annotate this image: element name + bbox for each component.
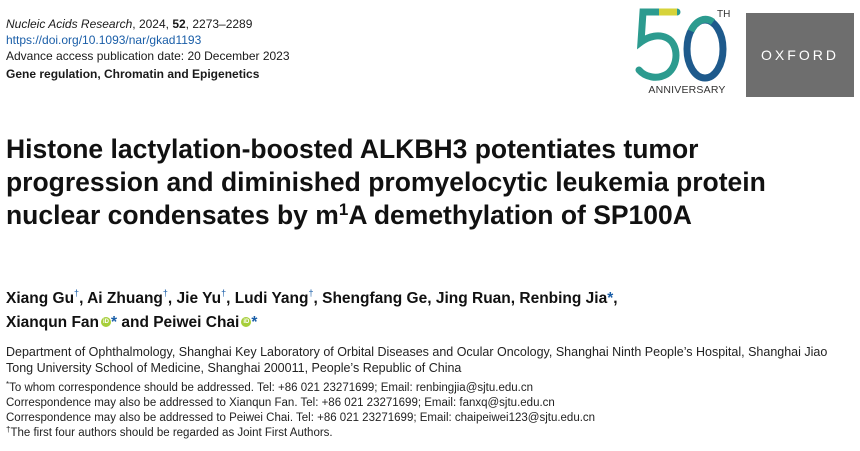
article-header [6,16,290,82]
journal-citation [6,16,290,32]
oxford-logo: OXFORD [746,13,854,97]
author-3[interactable]: Ludi Yang† [234,288,314,307]
author-4[interactable]: Shengfang Ge [322,290,428,307]
footnotes [6,381,854,441]
footnote: Correspondence may also be addressed to Xianqun Fan. Tel: +86 021 23271699; Email: fanxq@sjtu.edu.cn [6,397,555,409]
pages: , 2273–2289 [185,17,253,31]
title-tail: A demethylation of SP100A [348,200,692,230]
author-5[interactable]: Jing Ruan [435,290,511,307]
advance-access: Advance access publication date: 20 December 2023 [6,49,290,63]
volume: 52 [172,17,186,31]
article-title [6,133,851,232]
journal-name: Nucleic Acids Research [6,17,133,31]
corresponding-star: * [607,290,614,307]
orcid-icon[interactable]: iD [103,319,109,325]
orcid-icon[interactable]: iD [243,319,250,325]
title-main: Histone lactylation-boosted ALKBH3 potentiates tumor progression and diminished promyelocytic leukemia protein nuclear condensates by m [6,134,766,230]
footnote: *To whom correspondence should be addressed. Tel: +86 021 23271699; Email: renbingjia@sjtu.edu.cn [6,380,533,394]
logo-th: TH [717,9,731,20]
corresponding-star: * [251,314,258,331]
footnote: †The first four authors should be regarded as Joint First Authors. [6,425,333,439]
author-8[interactable]: Peiwei Chai iD * [153,314,258,331]
title-superscript: 1 [338,200,349,219]
author-1[interactable]: Ai Zhuang† [87,288,168,307]
author-list: Xiang Gu†, Ai Zhuang†, Jie Yu†, Ludi Yang†, Shengfang Ge, Jing Ruan, Renbing Jia*, Xianqun Fan iD * and Peiwei Chai iD * [6,288,618,331]
author-6[interactable]: Renbing Jia* [519,290,614,307]
doi-link[interactable]: https://doi.org/10.1093/nar/gkad1193 [6,33,202,47]
section-heading: Gene regulation, Chromatin and Epigenetics [6,67,260,81]
corresponding-star: * [111,314,118,331]
author-0[interactable]: Xiang Gu† [6,288,80,307]
anniversary-text: ANNIVERSARY [648,84,726,96]
author-2[interactable]: Jie Yu† [176,288,227,307]
author-7[interactable]: Xianqun Fan iD * [6,314,118,331]
footnote: Correspondence may also be addressed to Peiwei Chai. Tel: +86 021 23271699; Email: chaipeiwei123@sjtu.edu.cn [6,412,596,424]
logo-zero-accent [691,19,713,31]
logo-five [639,12,677,77]
journal-sep: , 2024, [132,17,173,31]
affiliation: Department of Ophthalmology, Shanghai Key Laboratory of Orbital Diseases and Ocular Oncology, Shanghai Ninth People’s Hospital, Shanghai Jiao Tong University School of Medicine, Shanghai 200011, People’s Republic of China [6,345,828,375]
